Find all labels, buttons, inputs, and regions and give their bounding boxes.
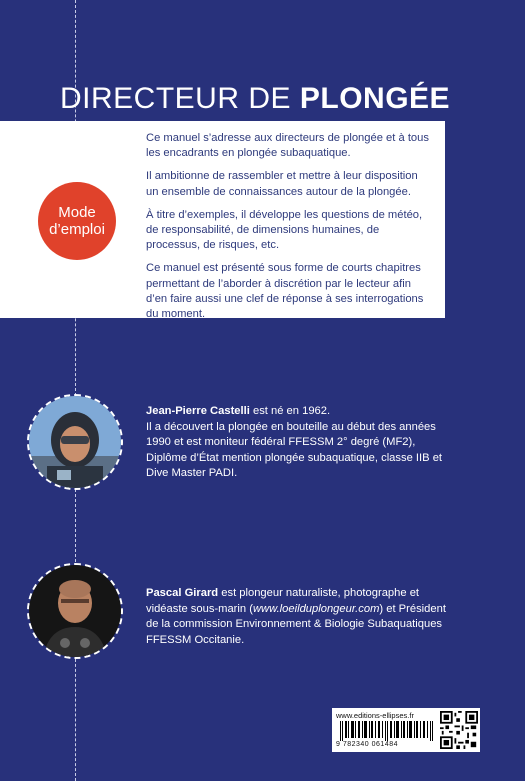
intro-paragraph: À titre d’exemples, il développe les questions de météo, de responsabilité, de dimensions humaines, de processus, de risques, etc. bbox=[146, 208, 423, 252]
portrait-image bbox=[29, 565, 121, 657]
dashed-line bbox=[75, 484, 76, 562]
intro-paragraph: Ce manuel est présenté sous forme de courts chapitres permettant de l’aborder à discrétion par le lecteur afin d’en faire aussi une clef de réponse à ses interrogations du moment. bbox=[146, 262, 424, 321]
author1-birth: est né en 1962. bbox=[249, 405, 331, 417]
diver-portrait-image bbox=[29, 396, 121, 488]
title-light: DIRECTEUR DE bbox=[60, 82, 292, 115]
author1-text: Il a découvert la plongée en bouteille au début des années 1990 et est moniteur fédéral FFESSM 2° degré (MF2), Diplôme d’État mention plongée subaquatique, classe IIB et Dive Master PADI. bbox=[146, 420, 443, 479]
author2-bio bbox=[146, 586, 446, 648]
barcode-icon bbox=[340, 721, 436, 741]
author2-name: Pascal Girard bbox=[146, 587, 219, 599]
intro-paragraph: Ce manuel s’adresse aux directeurs de plongée et à tous les encadrants en plongée subaquatique. bbox=[146, 132, 429, 160]
title-bold: PLONGÉE bbox=[299, 82, 451, 115]
author1-bio bbox=[146, 404, 446, 482]
dashed-line bbox=[75, 654, 76, 781]
badge-line1: Mode bbox=[58, 204, 96, 221]
author2-text-a: est plongeur naturaliste, photographe et vidéaste sous-marin ( bbox=[146, 587, 420, 615]
author2-website: www.loeilduplongeur.com bbox=[252, 602, 380, 615]
author2-photo bbox=[27, 563, 123, 659]
badge-line2: d’emploi bbox=[49, 221, 105, 238]
barcode-block bbox=[332, 708, 480, 752]
mode-emploi-badge bbox=[38, 182, 116, 260]
book-title bbox=[60, 82, 460, 116]
publisher-url: www.editions-ellipses.fr bbox=[336, 711, 414, 720]
isbn-number: 9 782340 061484 bbox=[336, 741, 398, 748]
author1-name: Jean-Pierre Castelli bbox=[146, 405, 250, 417]
intro-text bbox=[146, 131, 431, 330]
qr-code-icon bbox=[440, 711, 478, 749]
intro-paragraph: Il ambitionne de rassembler et mettre à leur disposition un ensemble de connaissances autour de la plongée. bbox=[146, 170, 418, 198]
author1-photo bbox=[27, 394, 123, 490]
author2-text-b: ) et Président de la commission Environnement & Biologie Subaquatiques FFESSM Occitanie. bbox=[146, 602, 446, 646]
